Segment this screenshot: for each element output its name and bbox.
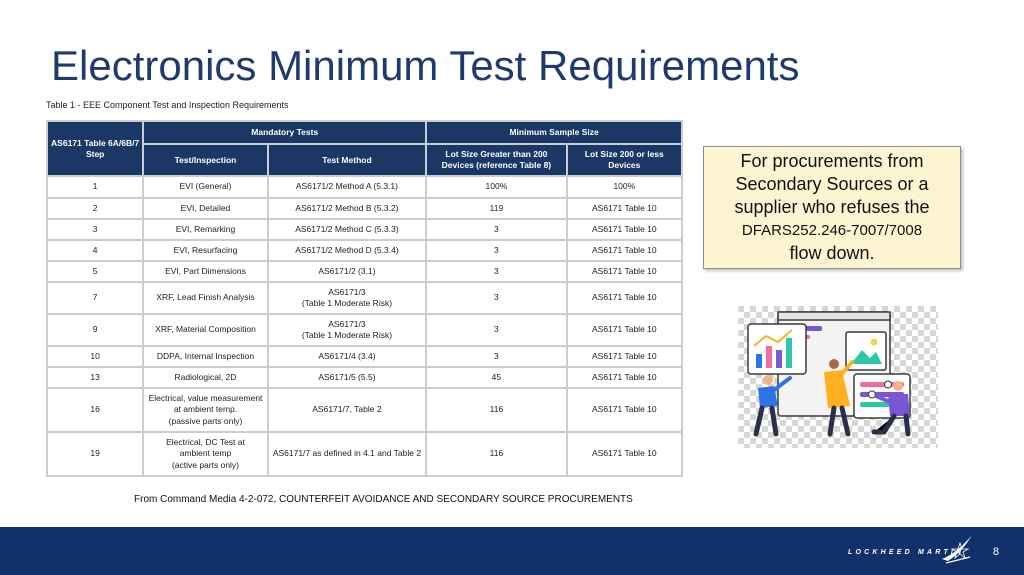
cell-gt200: 3 (427, 241, 565, 260)
cell-test: EVI, Detailed (144, 199, 266, 218)
callout-line: DFARS252.246-7007/7008 (741, 222, 923, 239)
cell-test (144, 433, 266, 475)
cell-le200: AS6171 Table 10 (568, 389, 681, 431)
table-row (48, 220, 681, 239)
header-mandatory-tests: Mandatory Tests (144, 122, 425, 143)
table-row (48, 389, 681, 431)
cell-gt200: 45 (427, 368, 565, 387)
header-test-inspection: Test/Inspection (144, 145, 266, 175)
cell-le200: AS6171 Table 10 (568, 315, 681, 345)
cell-method: AS6171/4 (3.4) (269, 347, 426, 366)
cell-method: AS6171/2 Method D (5.3.4) (269, 241, 426, 260)
cell-test-line: ambient temp (179, 448, 232, 459)
cell-test (144, 389, 266, 431)
cell-le200: AS6171 Table 10 (568, 368, 681, 387)
cell-method: AS6171/2 (3.1) (269, 262, 426, 281)
cell-gt200: 116 (427, 433, 565, 475)
table-row (48, 433, 681, 475)
cell-method-line: AS6171/3 (328, 318, 366, 329)
callout-line: For procurements from (740, 151, 924, 171)
cell-step: 10 (48, 347, 142, 366)
cell-step: 1 (48, 177, 142, 197)
cell-test: XRF, Lead Finish Analysis (144, 283, 266, 313)
table-caption: Table 1 - EEE Component Test and Inspection Requirements (46, 100, 289, 110)
cell-gt200: 3 (427, 262, 565, 281)
cell-method-line: (Table 1 Moderate Risk) (301, 298, 393, 308)
cell-method: AS6171/2 Method A (5.3.1) (269, 177, 426, 197)
cell-test: Radiological, 2D (144, 368, 266, 387)
cell-gt200: 119 (427, 199, 565, 218)
cell-step: 4 (48, 241, 142, 260)
cell-le200: AS6171 Table 10 (568, 262, 681, 281)
cell-le200: AS6171 Table 10 (568, 283, 681, 313)
cell-test: DDPA, Internal Inspection (144, 347, 266, 366)
callout-line: Secondary Sources or a (735, 174, 929, 194)
callout-text (734, 150, 929, 265)
cell-gt200: 3 (427, 315, 565, 345)
cell-test: XRF, Material Composition (144, 315, 266, 345)
cell-step: 13 (48, 368, 142, 387)
header-lot-gt-200: Lot Size Greater than 200 Devices (reference Table 8) (427, 145, 565, 175)
cell-step: 16 (48, 389, 142, 431)
cell-test: EVI, Part Dimensions (144, 262, 266, 281)
cell-le200: AS6171 Table 10 (568, 241, 681, 260)
cell-test-line: Electrical, value measurement (148, 392, 263, 403)
cell-le200: AS6171 Table 10 (568, 220, 681, 239)
cell-method (269, 283, 426, 313)
source-note: From Command Media 4-2-072, COUNTERFEIT AVOIDANCE AND SECONDARY SOURCE PROCUREMENTS (134, 494, 633, 505)
cell-test: EVI, Remarking (144, 220, 266, 239)
callout-line: supplier who refuses the (734, 197, 930, 217)
requirements-table (46, 120, 683, 477)
cell-method-line: AS6171/3 (328, 286, 366, 297)
cell-method: AS6171/2 Method B (5.3.2) (269, 199, 426, 218)
table-row (48, 347, 681, 366)
cell-test-line: (passive parts only) (168, 415, 243, 426)
header-minimum-sample-size: Minimum Sample Size (427, 122, 681, 143)
cell-step: 7 (48, 283, 142, 313)
cell-test-line: at ambient temp. (173, 404, 238, 415)
table-row (48, 199, 681, 218)
cell-gt200: 100% (427, 177, 565, 197)
cell-gt200: 3 (427, 347, 565, 366)
callout-line: flow down. (789, 243, 875, 263)
table-row (48, 241, 681, 260)
cell-method: AS6171/2 Method C (5.3.3) (269, 220, 426, 239)
header-test-method: Test Method (269, 145, 426, 175)
table-row (48, 262, 681, 281)
cell-test-line: Electrical, DC Test at (166, 436, 245, 447)
cell-step: 5 (48, 262, 142, 281)
cell-step: 3 (48, 220, 142, 239)
cell-le200: AS6171 Table 10 (568, 199, 681, 218)
cell-test: EVI (General) (144, 177, 266, 197)
cell-le200: 100% (568, 177, 681, 197)
cell-method: AS6171/7, Table 2 (269, 389, 426, 431)
lockheed-star-icon (940, 533, 974, 567)
secondary-source-callout (703, 146, 961, 269)
cell-gt200: 116 (427, 389, 565, 431)
cell-le200: AS6171 Table 10 (568, 347, 681, 366)
cell-method: AS6171/5 (5.5) (269, 368, 426, 387)
cell-method: AS6171/7 as defined in 4.1 and Table 2 (269, 433, 426, 475)
cell-test: EVI, Resurfacing (144, 241, 266, 260)
cell-test-line: (active parts only) (171, 459, 240, 470)
cell-method (269, 315, 426, 345)
table-row (48, 368, 681, 387)
page-number: 8 (993, 546, 1000, 558)
lockheed-martin-logo: LOCKHEED MARTIN (848, 549, 965, 556)
table-row (48, 283, 681, 313)
header-lot-le-200: Lot Size 200 or less Devices (568, 145, 681, 175)
table-row (48, 315, 681, 345)
cell-method-line: (Table 1 Moderate Risk) (301, 330, 393, 340)
cell-gt200: 3 (427, 220, 565, 239)
slide-title: Electronics Minimum Test Requirements (51, 42, 800, 89)
cell-step: 2 (48, 199, 142, 218)
cell-step: 19 (48, 433, 142, 475)
table-row (48, 177, 681, 197)
cell-le200: AS6171 Table 10 (568, 433, 681, 475)
cell-step: 9 (48, 315, 142, 345)
header-step: AS6171 Table 6A/6B/7 Step (48, 122, 142, 175)
team-analytics-illustration-icon (738, 306, 938, 448)
cell-gt200: 3 (427, 283, 565, 313)
